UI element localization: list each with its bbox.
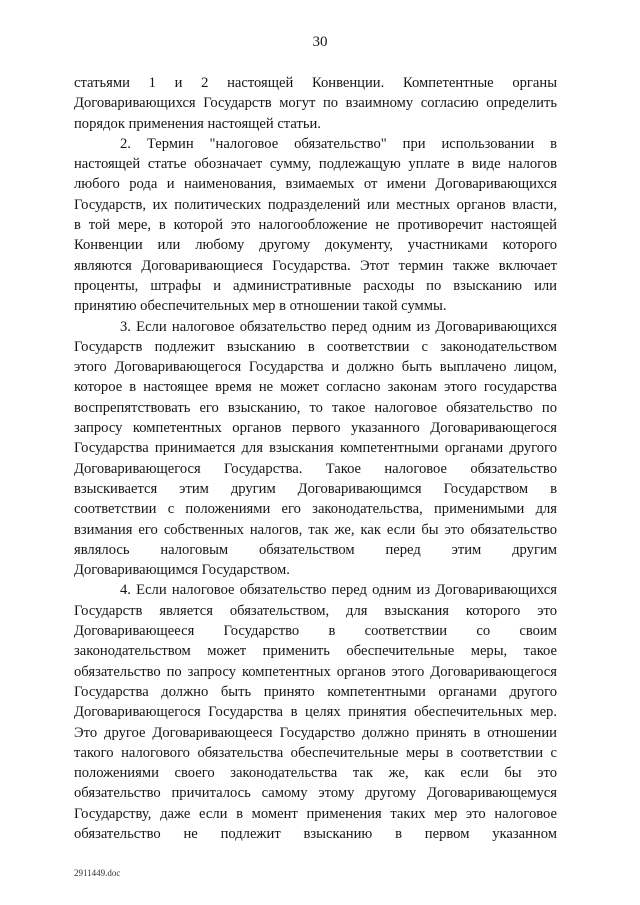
text-line: 3. Если налоговое обязательство перед одним из Договаривающихся <box>120 318 557 335</box>
text-line: порядок применения настоящей статьи. <box>74 115 321 132</box>
footer-filename: 2911449.doc <box>74 868 121 878</box>
text-line: такого налогового обязательства обеспечительные меры в соответствии с <box>74 744 557 761</box>
text-line: Договаривающееся Государство в соответствии со своим <box>74 623 557 640</box>
text-line: являются Договаривающиеся Государства. Этот термин также включает <box>74 257 557 274</box>
text-line: воспрепятствовать его взысканию, то такое налоговое обязательство по <box>74 399 557 416</box>
text-line: статьями 1 и 2 настоящей Конвенции. Компетентные органы <box>74 75 557 91</box>
text-line: проценты, штрафы и административные расходы по взысканию или <box>74 277 557 294</box>
text-line: 4. Если налоговое обязательство перед одним из Договаривающихся <box>120 582 557 599</box>
text-line: обязательство причиталось самому этому другому Договаривающемуся <box>74 785 557 802</box>
page-number: 30 <box>312 34 328 50</box>
text-line: Договаривающегося Государства в целях принятия обеспечительных мер. <box>74 704 557 721</box>
text-line: обязательство по запросу компетентных органов этого Договаривающегося <box>74 663 557 680</box>
text-line: взыскивается этим другим Договаривающимся Государством в <box>74 480 557 497</box>
text-line: настоящей статье обозначает сумму, подлежащую уплате в виде налогов <box>74 156 557 173</box>
text-line: Государству, даже если в момент применения таких мер это налоговое <box>74 805 557 822</box>
text-line: Государства должно быть принято компетентными органами другого <box>74 683 557 700</box>
document-body <box>74 73 557 844</box>
text-line: взимания его собственных налогов, так же, как если бы это обязательство <box>74 521 557 538</box>
text-line: обязательство не подлежит взысканию в первом указанном <box>74 825 557 842</box>
text-line: Государств, их политических подразделений или местных органов власти, <box>74 196 557 213</box>
text-line: этого Договаривающегося Государства и должно быть выплачено лицом, <box>74 359 557 376</box>
text-line: Договаривающимся Государством. <box>74 562 290 579</box>
text-line: Это другое Договаривающееся Государство должно принять в отношении <box>74 724 557 741</box>
text-line: Конвенции или любому другому документу, участниками которого <box>74 237 557 254</box>
text-line: любого рода и наименования, взимаемых от имени Договаривающихся <box>74 176 557 193</box>
text-line: соответствии с положениями его законодательства, применимыми для <box>74 501 557 518</box>
text-line: принятию обеспечительных мер в отношении такой суммы. <box>74 298 447 315</box>
text-line: которое в настоящее время не может согласно законам этого государства <box>74 379 557 396</box>
text-line: законодательством может применить обеспечительные меры, такое <box>74 643 557 660</box>
text-line: Государств подлежит взысканию в соответствии с законодательством <box>74 338 557 355</box>
text-line: Государств является обязательством, для взыскания которого это <box>74 602 557 619</box>
text-line: 2. Термин "налоговое обязательство" при использовании в <box>120 135 557 152</box>
text-line: Договаривающегося Государства. Такое налоговое обязательство <box>74 460 557 477</box>
text-line: являлось налоговым обязательством перед этим другим <box>74 541 557 558</box>
text-line: в той мере, в которой это налогообложение не противоречит настоящей <box>74 217 557 234</box>
text-line: Договаривающихся Государств могут по взаимному согласию определить <box>74 95 557 112</box>
text-line: запросу компетентных органов первого указанного Договаривающегося <box>74 420 557 437</box>
text-line: положениями своего законодательства так же, как если бы это <box>74 765 557 782</box>
text-line: Государства принимается для взыскания компетентными органами другого <box>74 440 557 457</box>
